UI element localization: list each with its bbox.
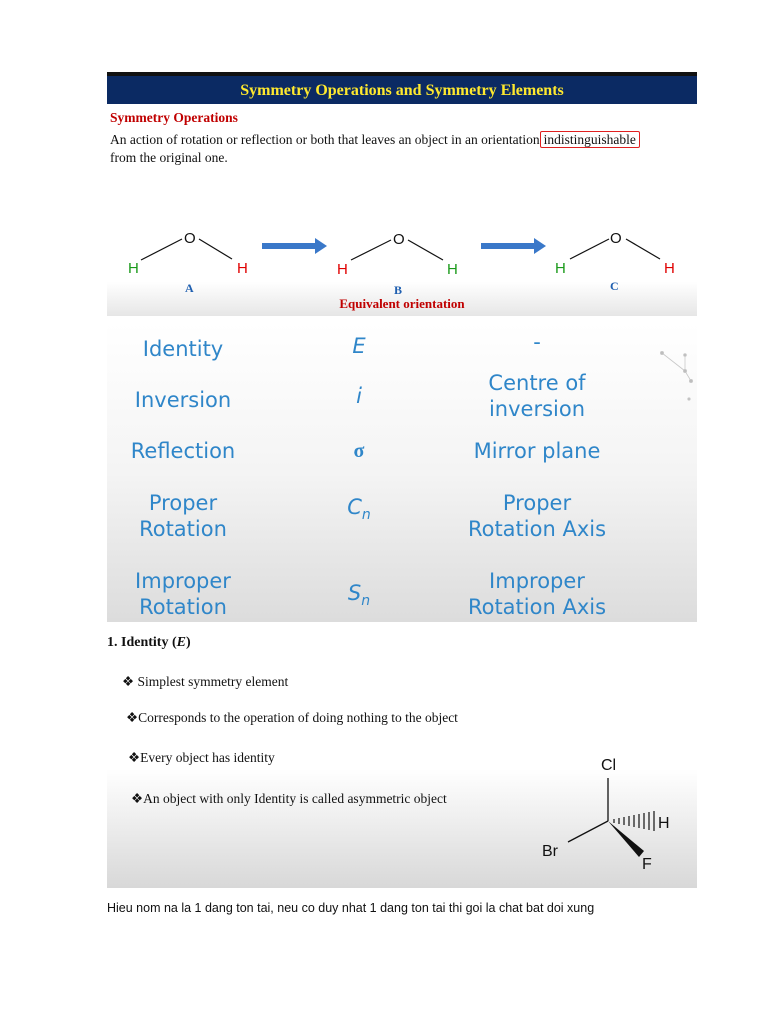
oxygen-atom: O [610,230,622,247]
bullet-diamond-icon: ❖ [126,710,139,725]
element-inversion [442,370,632,422]
bond-line [408,240,443,260]
hydrogen-atom: H [337,261,348,278]
bond-line [351,240,391,260]
list-item [126,710,458,726]
element-reflection: Mirror plane [473,439,601,463]
operation-improper-rotation-line1: Improper [135,569,231,593]
bullet-text: Every object has identity [140,750,275,765]
definition-end: from the original one. [110,150,228,165]
molecule-label-c: C [610,279,619,293]
operation-proper-rotation-line2: Rotation [139,517,227,541]
arrow-icon [262,238,327,254]
symbol-subscript: n [361,593,371,610]
bond-line [626,239,660,259]
hydrogen-atom: H [447,261,458,278]
bond-line [141,239,182,260]
symbol-improper-rotation [307,580,411,614]
hydrogen-atom: H [664,260,675,277]
oxygen-atom: O [184,230,196,247]
water-molecules-diagram [107,72,697,316]
element-inversion-line1: Centre of [488,371,586,395]
bond-line [570,239,609,259]
symbol-identity: E [352,334,366,358]
identity-heading [107,635,191,651]
chlorine-atom: Cl [601,757,617,774]
section-subtitle: Symmetry Operations [110,110,238,125]
bullet-text: Corresponds to the operation of doing nothing to the object [138,710,458,725]
highlight-indistinguishable: indistinguishable [540,131,640,148]
element-improper-rotation [442,568,632,620]
oxygen-atom: O [393,231,405,248]
definition-start: An action of rotation or reflection or both that leaves an object in an orientation [110,132,540,147]
bullet-diamond-icon: ❖ [131,791,144,806]
hydrogen-atom: H [555,260,566,277]
hashed-bond-icon [614,811,654,831]
equivalent-orientation-caption: Equivalent orientation [339,296,465,311]
operation-reflection: Reflection [130,439,236,463]
fluorine-atom: F [642,856,652,873]
operation-improper-rotation-line2: Rotation [139,595,227,619]
vietnamese-note: Hieu nom na la 1 dang ton tai, neu co duy nhat 1 dang ton tai thi goi la chat bat doi xung [107,901,595,915]
symmetry-table-slide [107,323,697,622]
chiral-molecule-diagram [532,746,702,886]
arrow-icon [481,238,546,254]
hydrogen-atom: H [237,260,248,277]
operation-inversion: Inversion [134,388,232,412]
bullet-diamond-icon: ❖ [128,750,141,765]
heading-symbol: E [176,635,186,650]
molecule-label-a: A [185,281,194,295]
element-improper-rotation-line1: Improper [489,569,585,593]
list-item [128,750,275,766]
operation-proper-rotation [107,490,259,542]
list-item [122,674,288,690]
symbol-subscript: n [361,507,371,524]
element-proper-rotation-line1: Proper [502,491,572,515]
operation-improper-rotation [107,568,259,620]
bromine-atom: Br [542,843,558,860]
molecule-label-b: B [394,283,403,297]
symbol-reflection: σ [353,440,365,462]
element-improper-rotation-line2: Rotation Axis [467,595,607,619]
list-item [131,791,447,807]
bond-line [568,821,608,842]
heading-prefix: 1. Identity ( [107,635,177,650]
bullet-diamond-icon: ❖ [122,674,135,689]
hydrogen-atom: H [658,815,670,832]
element-proper-rotation-line2: Rotation Axis [467,517,607,541]
slide-symmetry-operations [107,72,697,316]
operation-proper-rotation-line1: Proper [148,491,218,515]
element-identity: - [533,330,541,354]
bullet-text: Simplest symmetry element [137,674,289,689]
symbol-proper-rotation [307,494,411,528]
element-inversion-line2: inversion [488,397,586,421]
symbol-inversion: i [356,384,362,408]
bond-line [199,239,232,259]
heading-suffix: ) [185,635,191,650]
hydrogen-atom: H [128,260,139,277]
identity-slide [107,624,697,888]
symbol-c: C [347,495,362,519]
operation-identity: Identity [142,337,224,361]
slide-title: Symmetry Operations and Symmetry Elements [240,82,564,99]
symbol-s: S [347,581,362,605]
element-proper-rotation [442,490,632,542]
bullet-text: An object with only Identity is called asymmetric object [143,791,447,806]
